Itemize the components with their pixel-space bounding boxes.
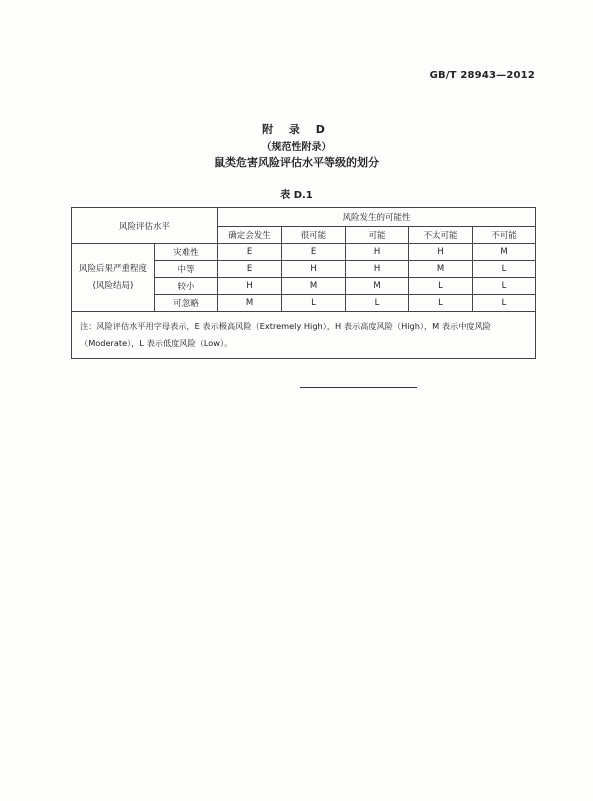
table-cell: M: [409, 261, 473, 278]
row-label: 可忽略: [155, 295, 218, 312]
table-cell: L: [473, 261, 536, 278]
end-rule: [300, 387, 417, 388]
likelihood-col: 很可能: [282, 227, 346, 244]
standard-number: GB/T 28943—2012: [429, 70, 535, 81]
table-note: 注：风险评估水平用字母表示，E 表示极高风险（Extremely High），H 表示高度风险（High），M 表示中度风险（Moderate），L 表示低度风险（Low）。: [72, 312, 536, 359]
appendix-title: 附 录 D: [262, 123, 331, 136]
risk-matrix-table: [71, 207, 536, 359]
likelihood-col: 不太可能: [409, 227, 473, 244]
table-cell: H: [346, 244, 409, 261]
table-cell: L: [473, 295, 536, 312]
table-cell: H: [346, 261, 409, 278]
row-label: 较小: [155, 278, 218, 295]
likelihood-col: 确定会发生: [218, 227, 282, 244]
table-cell: L: [473, 278, 536, 295]
corner-label: 风险评估水平: [72, 208, 218, 244]
appendix-subtitle: （规范性附录）: [261, 142, 332, 153]
table-cell: L: [409, 278, 473, 295]
row-label: 中等: [155, 261, 218, 278]
table-cell: L: [282, 295, 346, 312]
likelihood-col: 不可能: [473, 227, 536, 244]
table-cell: E: [218, 244, 282, 261]
appendix-heading: 鼠类危害风险评估水平等级的划分: [214, 156, 379, 169]
table-cell: L: [409, 295, 473, 312]
row-label: 灾难性: [155, 244, 218, 261]
likelihood-col: 可能: [346, 227, 409, 244]
likelihood-header: 风险发生的可能性: [218, 208, 536, 227]
table-cell: H: [282, 261, 346, 278]
table-cell: M: [218, 295, 282, 312]
table-cell: H: [218, 278, 282, 295]
table-cell: E: [218, 261, 282, 278]
table-cell: L: [346, 295, 409, 312]
table-cell: E: [282, 244, 346, 261]
severity-header: 风险后果严重程度(风险结局): [72, 244, 155, 312]
table-cell: M: [346, 278, 409, 295]
table-row: [72, 244, 536, 261]
table-cell: M: [473, 244, 536, 261]
table-cell: M: [282, 278, 346, 295]
table-cell: H: [409, 244, 473, 261]
table-title: 表 D.1: [280, 190, 313, 201]
